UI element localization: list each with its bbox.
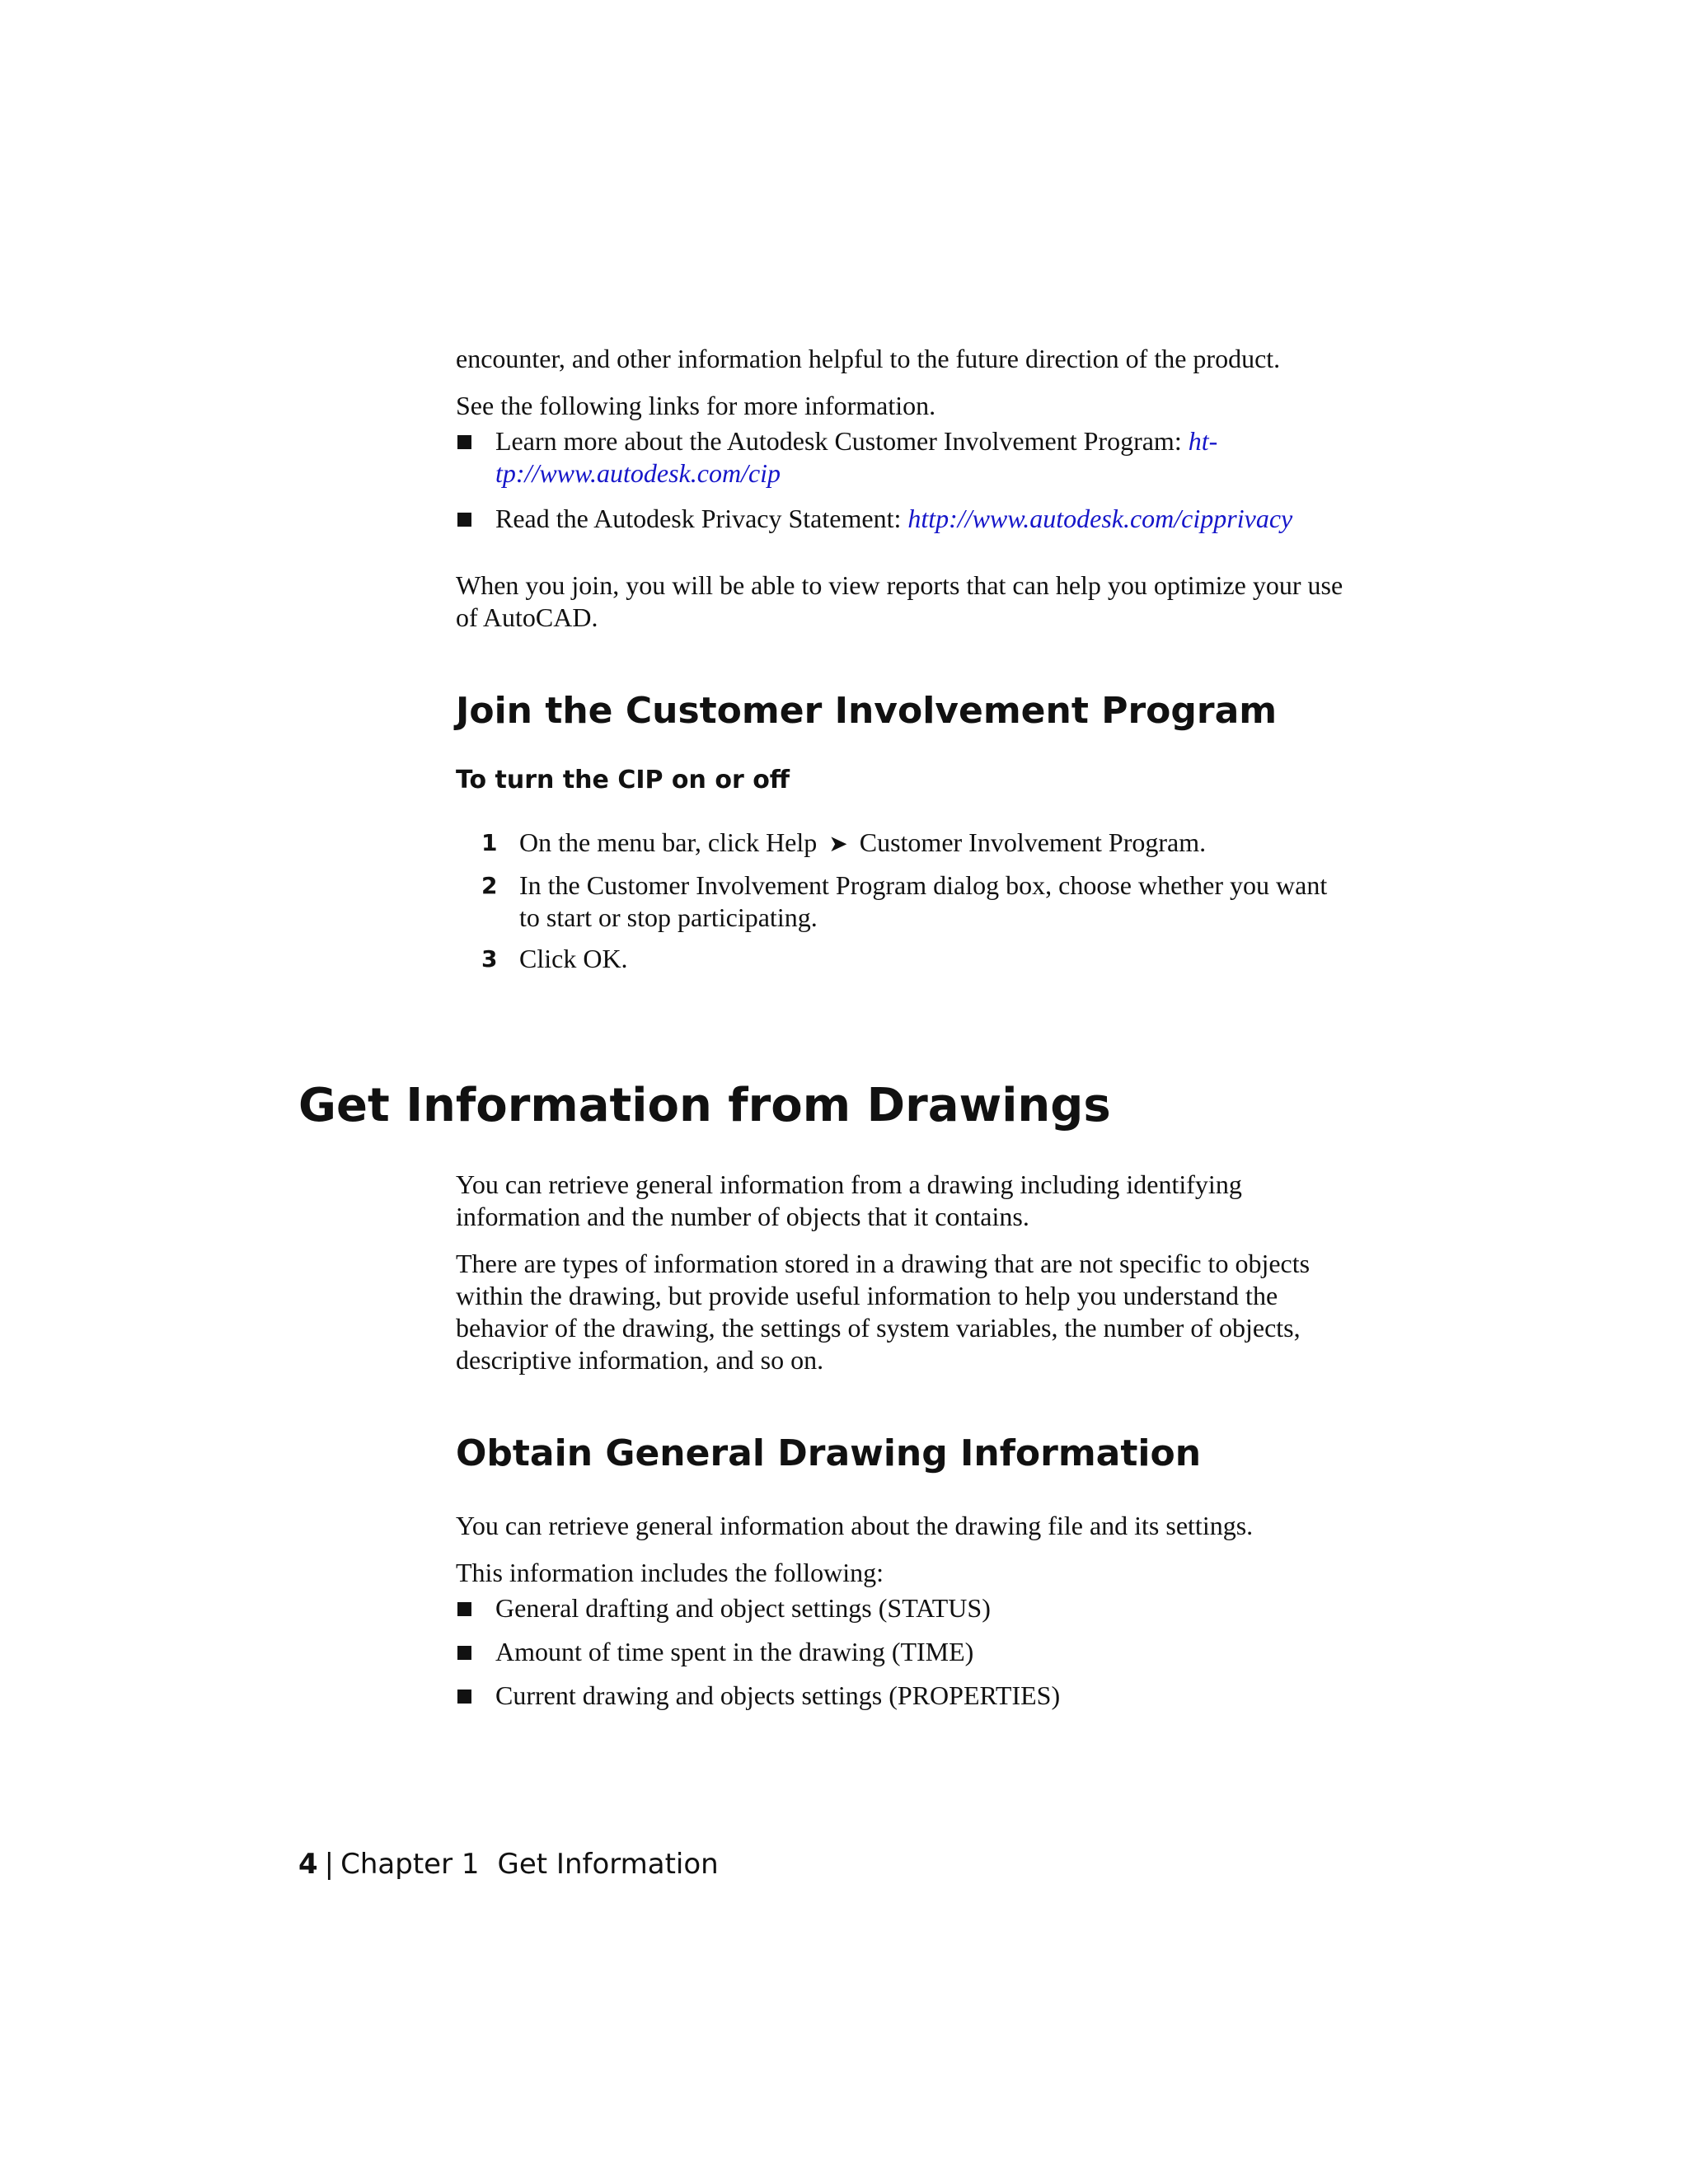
step-text: In the Customer Involvement Program dialog box, choose whether you want to start or stop participating. [519, 870, 1328, 932]
privacy-link-label: Read the Autodesk Privacy Statement: [495, 504, 908, 533]
intro-continuation: encounter, and other information helpful to the future direction of the product. [456, 344, 1281, 373]
cip-link-part2: tp://www.autodesk.com/cip [495, 458, 781, 488]
privacy-link[interactable]: http://www.autodesk.com/cipprivacy [907, 504, 1293, 533]
arrow-right-icon: ➤ [828, 832, 848, 857]
get-info-para2: There are types of information stored in a drawing that are not specific to objects within the drawing, but provide useful information to help you understand the behavior of the drawing, the settings of system variables, the number of objects, descriptive information, and so on. [456, 1249, 1311, 1375]
step-number: 1 [481, 829, 498, 856]
procedure-title: To turn the CIP on or off [456, 766, 790, 794]
step-text-after: Customer Involvement Program. [859, 827, 1207, 857]
page-number: 4 [298, 1848, 318, 1881]
square-bullet-icon [457, 1602, 471, 1616]
join-heading: Join the Customer Involvement Program [456, 690, 1278, 732]
step-item [456, 827, 1346, 860]
info-item-text: Amount of time spent in the drawing (TIME) [495, 1637, 974, 1666]
list-item [456, 1592, 1346, 1624]
info-item-text: General drafting and object settings (STATUS) [495, 1593, 991, 1623]
footer-chapter: Chapter 1 [340, 1848, 480, 1881]
cip-link-label: Learn more about the Autodesk Customer Involvement Program: [495, 426, 1189, 456]
obtain-para2: This information includes the following: [456, 1558, 884, 1587]
obtain-heading: Obtain General Drawing Information [456, 1432, 1202, 1474]
upper-content [456, 343, 1346, 975]
list-item [456, 503, 1346, 535]
see-links-text: See the following links for more information. [456, 391, 936, 420]
join-text: When you join, you will be able to view reports that can help you optimize your use of AutoCAD. [456, 570, 1343, 632]
step-number: 2 [481, 872, 498, 899]
step-number: 3 [481, 945, 498, 972]
info-list [456, 1592, 1346, 1712]
square-bullet-icon [457, 1646, 471, 1660]
links-list [456, 425, 1346, 535]
info-item-text: Current drawing and objects settings (PROPERTIES) [495, 1680, 1061, 1710]
get-info-para1: You can retrieve general information from a drawing including identifying information and the number of objects that it contains. [456, 1169, 1242, 1231]
step-text: Click OK. [519, 944, 628, 973]
procedure-steps [456, 827, 1346, 975]
list-item [456, 1636, 1346, 1668]
page-footer [298, 1848, 719, 1881]
step-text-before: On the menu bar, click Help [519, 827, 818, 857]
list-item [456, 425, 1346, 490]
get-info-heading: Get Information from Drawings [298, 1079, 1111, 1132]
footer-separator: | [324, 1848, 335, 1881]
square-bullet-icon [457, 435, 471, 449]
step-item [456, 943, 1346, 975]
list-item [456, 1680, 1346, 1712]
square-bullet-icon [457, 513, 471, 527]
cip-link-part1: ht- [1188, 426, 1218, 456]
square-bullet-icon [457, 1690, 471, 1704]
lower-content [456, 1169, 1346, 1712]
step-item [456, 869, 1346, 934]
obtain-para1: You can retrieve general information about the drawing file and its settings. [456, 1511, 1254, 1540]
footer-chapter-title: Get Information [497, 1848, 719, 1881]
